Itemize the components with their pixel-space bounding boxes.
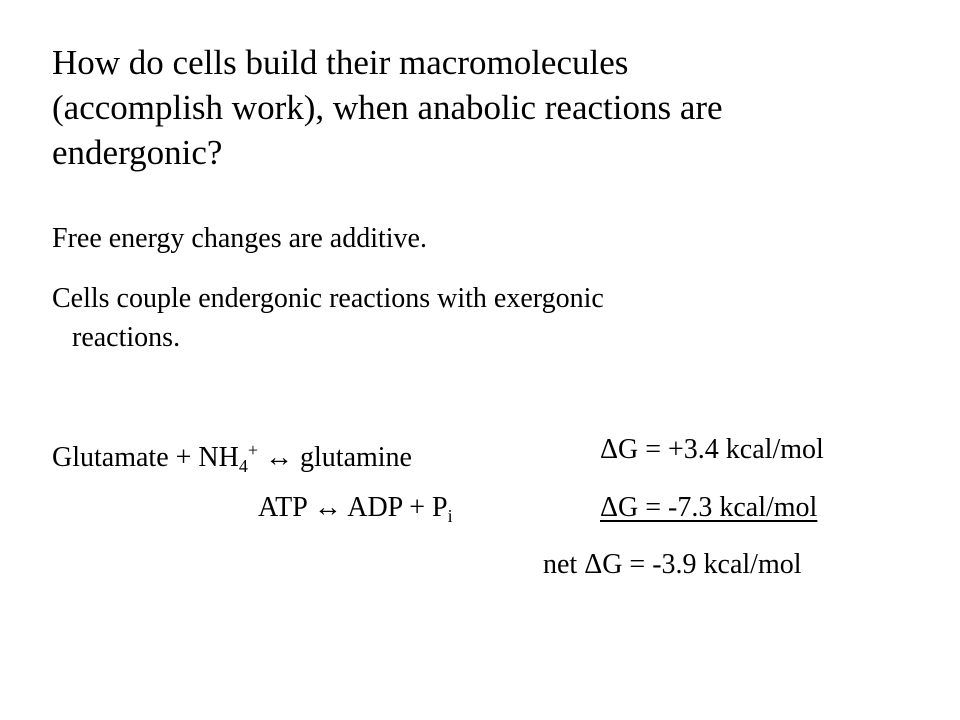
reaction-2-products: ADP + P [347, 492, 448, 523]
phosphate-subscript: i [447, 506, 453, 526]
title-line-3: endergonic? [52, 133, 223, 172]
reaction-1-arrow: ↔ [265, 442, 294, 473]
reaction-2-arrow: ↔ [313, 492, 342, 523]
reaction-1-product: glutamine [300, 442, 412, 473]
point-couple-line-2: reactions. [72, 322, 181, 353]
reaction-1-delta-g: ΔG = +3.4 kcal/mol [600, 434, 824, 465]
reaction-2-left [258, 491, 453, 533]
net-delta-g: net ΔG = -3.9 kcal/mol [543, 549, 802, 580]
reaction-1-reactants: Glutamate + NH [52, 442, 239, 473]
ammonium-subscript: 4 [238, 456, 248, 476]
reaction-2-delta-g: ΔG = -7.3 kcal/mol [600, 492, 818, 523]
reaction-2-reactant: ATP [258, 492, 307, 523]
reaction-1-left [52, 433, 412, 483]
title-line-2: (accomplish work), when anabolic reactions are [52, 88, 723, 127]
ammonium-superscript: + [247, 440, 259, 460]
point-couple-line-1: Cells couple endergonic reactions with exergonic [52, 283, 604, 314]
point-additive: Free energy changes are additive. [52, 223, 427, 254]
title-line-1: How do cells build their macromolecules [52, 43, 629, 82]
slide-title [52, 40, 932, 175]
